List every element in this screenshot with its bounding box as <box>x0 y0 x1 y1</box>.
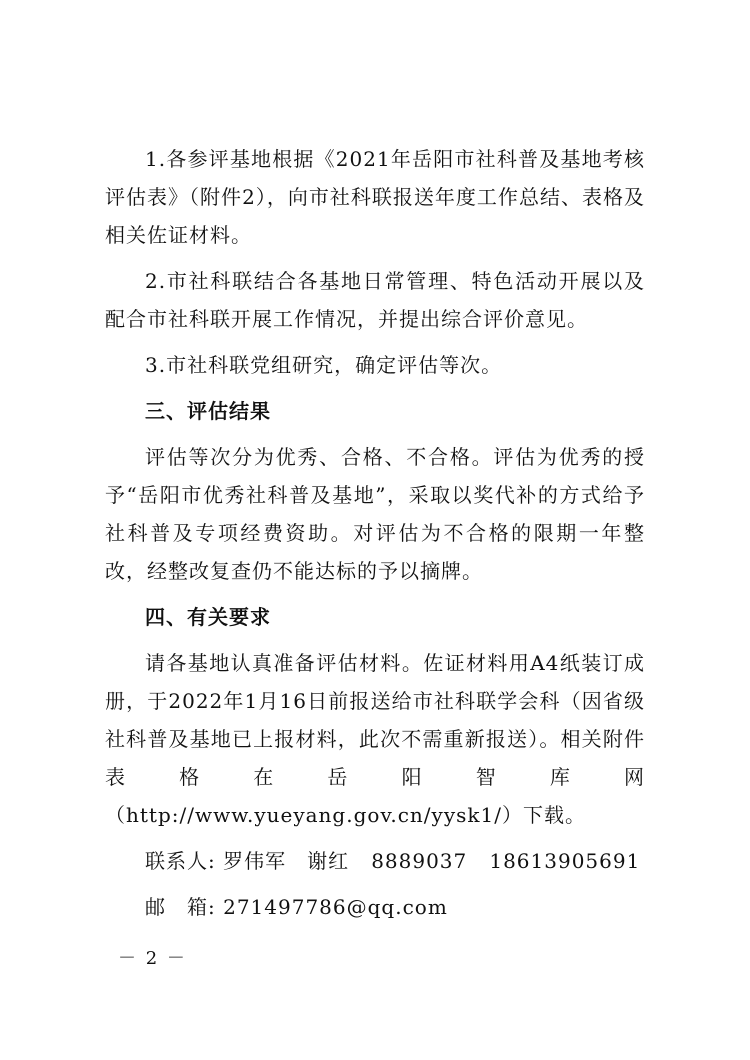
contact-label: 联系人: <box>145 849 216 873</box>
email-line <box>105 888 645 926</box>
section-heading-requirements: 四、有关要求 <box>145 605 271 629</box>
email-address: 271497786@qq.com <box>223 895 448 919</box>
contact-phone-1: 8889037 <box>371 849 468 873</box>
section-results-text: 评估等次分为优秀、合格、不合格。评估为优秀的授予“岳阳市优秀社科普及基地”，采取以奖代补的方式给予社科普及专项经费资助。对评估为不合格的限期一年整改，经整改复查仍不能达标的予以摘牌。 <box>105 445 645 583</box>
page-number: － 2 － <box>118 948 187 969</box>
section-heading-results: 三、评估结果 <box>145 399 271 423</box>
section-requirements-text: 请各基地认真准备评估材料。佐证材料用A4纸装订成册，于2022年1月16日前报送给市社科联学会科（因省级社科普及基地已上报材料，此次不需重新报送）。相关附件表格在岳阳智库网（http://www.yueyang.gov.cn/yysk1/）下载。 <box>105 651 645 827</box>
email-label: 邮 箱: <box>145 895 216 919</box>
step-paragraph-2: 2.市社科联结合各基地日常管理、特色活动开展以及配合市社科联开展工作情况，并提出综合评价意见。 <box>105 269 645 331</box>
document-body <box>105 140 645 926</box>
contact-line <box>105 842 645 880</box>
step-paragraph-1: 1.各参评基地根据《2021年岳阳市社科普及基地考核评估表》（附件2），向市社科联报送年度工作总结、表格及相关佐证材料。 <box>105 147 645 247</box>
contact-phone-2: 18613905691 <box>489 849 641 873</box>
contact-names: 罗伟军 谢红 <box>223 849 350 873</box>
step-paragraph-3: 3.市社科联党组研究，确定评估等次。 <box>145 353 503 377</box>
